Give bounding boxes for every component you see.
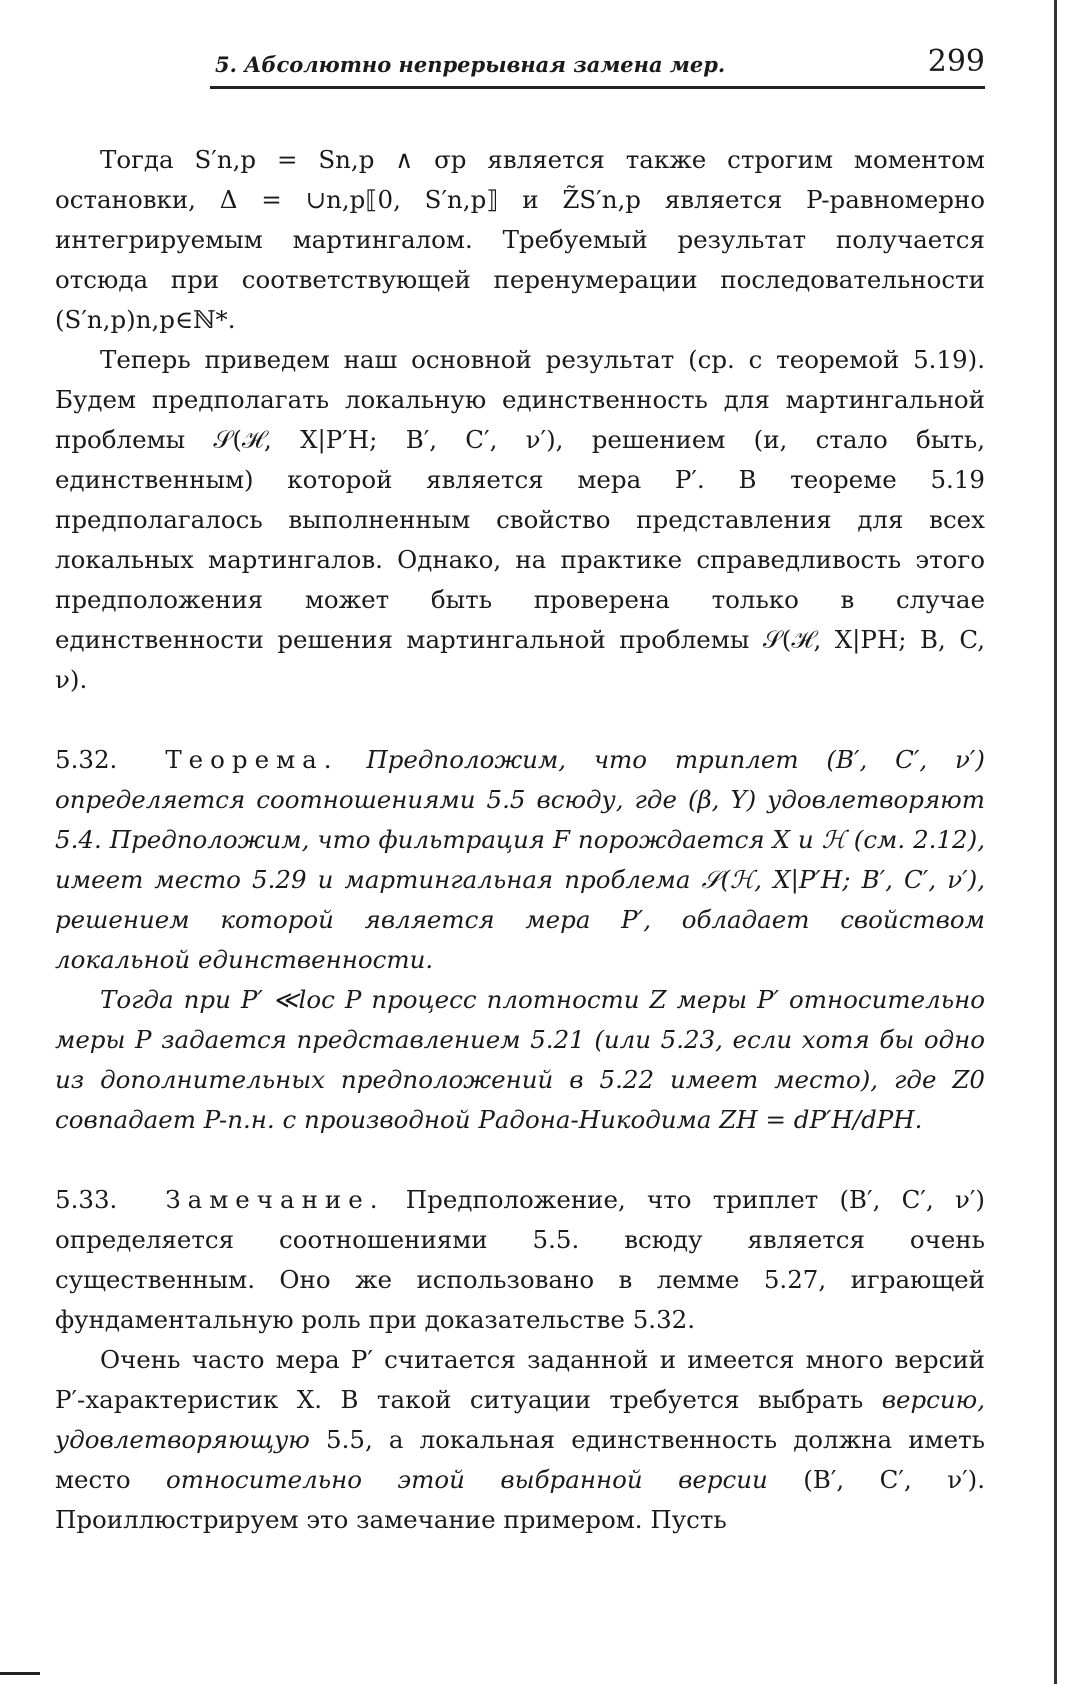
remark-paragraph	[55, 1340, 985, 1540]
page-number: 299	[927, 44, 985, 79]
header-rule	[210, 86, 985, 89]
running-title: 5. Абсолютно непрерывная замена мер.	[215, 52, 726, 77]
remark-statement	[55, 1180, 985, 1340]
paragraph: Тогда S′n,p = Sn,p ∧ σp является также строгим моментом остановки, Δ = ∪n,p⟦0, S′n,p⟧ и Z̃S′n,p является P-равномерно интегрируемым мартингалом. Требуемый результат получается отсюда при соответствующей перенумерации последовательности (S′n,p)n,p∈ℕ*.	[55, 145, 985, 334]
remark-text: Предположение, что триплет (B′, C′, ν′) определяется соотношениями 5.5. всюду является очень существенным. Оно же использовано в лемме 5.27, играющей фундаментальную роль при доказательстве 5.32.	[55, 1185, 985, 1334]
text-run: Очень часто мера P′ считается заданной и имеется много версий P′-характеристик X. В такой ситуации требуется выбрать	[55, 1345, 985, 1414]
running-header	[55, 40, 985, 84]
theorem-5-32	[55, 740, 985, 1140]
theorem-label: Теорема.	[165, 745, 339, 774]
theorem-statement	[55, 740, 985, 980]
remark-number: 5.33.	[55, 1185, 118, 1214]
page-edge-line	[1054, 0, 1057, 1684]
text-run: 5.5, а локальная единственность должна иметь место	[55, 1425, 985, 1494]
page-body	[55, 140, 985, 1540]
theorem-number: 5.32.	[55, 745, 118, 774]
text-run: (B′, C′, ν′). Проиллюстрируем это замечание примером. Пусть	[55, 1465, 985, 1534]
theorem-text: Предположим, что триплет (B′, C′, ν′) определяется соотношениями 5.5 всюду, где (β, Y) удовлетворяют 5.4. Предположим, что фильтрация F порождается X и ℋ (см. 2.12), имеет место 5.29 и мартингальная проблема 𝒮(ℋ, X|P′H; B′, C′, ν′), решением которой является мера P′, обладает свойством локальной единственности.	[55, 745, 985, 974]
book-page	[55, 40, 985, 1534]
remark-5-33	[55, 1180, 985, 1540]
remark-label: Замечание.	[165, 1185, 385, 1214]
theorem-conclusion: Тогда при P′ ≪loc P процесс плотности Z меры P′ относительно меры P задается представлением 5.21 (или 5.23, если хотя бы одно из дополнительных предположений в 5.22 имеет место), где Z0 совпадает P-п.н. с производной Радона-Никодима ZH = dP′H/dPH.	[55, 985, 985, 1134]
paragraph: Теперь приведем наш основной результат (ср. с теоремой 5.19). Будем предполагать локальную единственность для мартингальной проблемы 𝒮(ℋ, X|P′H; B′, C′, ν′), решением (и, стало быть, единственным) которой является мера P′. В теореме 5.19 предполагалось выполненным свойство представления для всех локальных мартингалов. Однако, на практике справедливость этого предположения может быть проверена только в случае единственности решения мартингальной проблемы 𝒮(ℋ, X|PH; B, C, ν).	[55, 345, 985, 694]
emphasis: относительно этой выбранной версии	[166, 1465, 768, 1494]
footer-mark	[0, 1672, 40, 1675]
emphasis: версию, удовлетворяющую	[55, 1385, 985, 1454]
